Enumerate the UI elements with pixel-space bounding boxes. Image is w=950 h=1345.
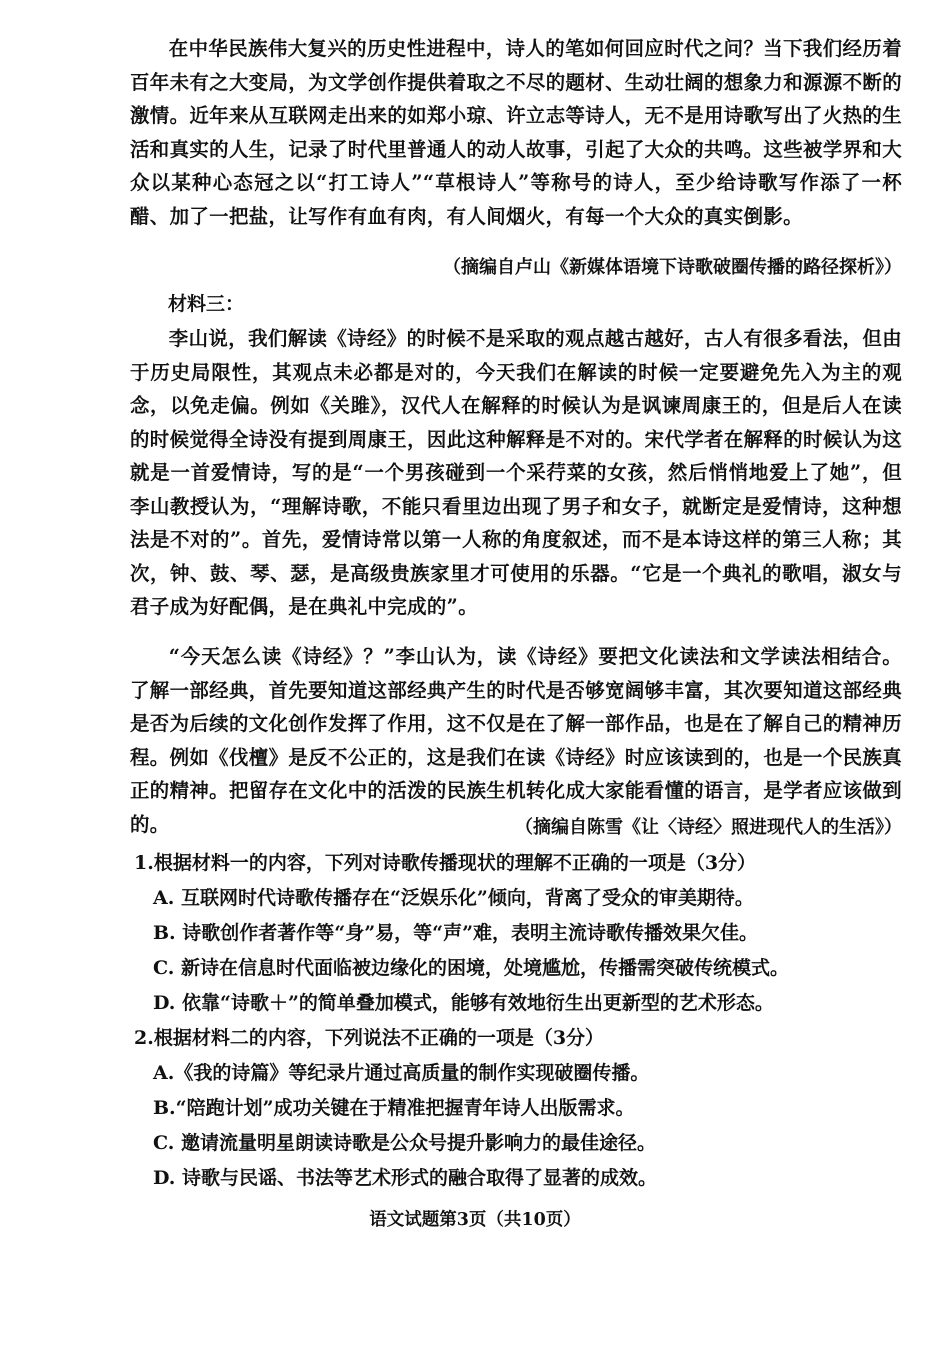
question-2-option-d: D. 诗歌与民谣、书法等艺术形式的融合取得了显著的成效。: [153, 1167, 658, 1189]
material3-source: （摘编自陈雪《让〈诗经〉照进现代人的生活》）: [515, 817, 902, 838]
material2-paragraph: 在中华民族伟大复兴的历史性进程中，诗人的笔如何回应时代之问？当下我们经历着百年未有之大变局，为文学创作提供着取之不尽的题材、生动壮阔的想象力和源源不断的激情。近年来从互联网走出来的如郑小琼、许立志等诗人，无不是用诗歌写出了火热的生活和真实的人生，记录了时代里普通人的动人故事，引起了大众的共鸣。这些被学界和大众以某种心态冠之以“打工诗人”“草根诗人”等称号的诗人，至少给诗歌写作添了一杯醋、加了一把盐，让写作有血有肉，有人间烟火，有每一个大众的真实倒影。: [130, 37, 902, 228]
question-2-option-c: C. 邀请流量明星朗读诗歌是公众号提升影响力的最佳途径。: [153, 1132, 657, 1154]
material3-paragraph-1: 李山说，我们解读《诗经》的时候不是采取的观点越古越好，古人有很多看法，但由于历史局限性，其观点未必都是对的，今天我们在解读的时候一定要避免先入为主的观念，以免走偏。例如《关雎》，汉代人在解释的时候认为是讽谏周康王的，但是后人在读的时候觉得全诗没有提到周康王，因此这种解释是不对的。宋代学者在解释的时候认为这就是一首爱情诗，写的是“一个男孩碰到一个采荇菜的女孩，然后悄悄地爱上了她”，但李山教授认为，“理解诗歌，不能只看里边出现了男子和女子，就断定是爱情诗，这种想法是不对的”。首先，爱情诗常以第一人称的角度叙述，而不是本诗这样的第三人称；其次，钟、鼓、琴、瑟，是高级贵族家里才可使用的乐器。“它是一个典礼的歌唱，淑女与君子成为好配偶，是在典礼中完成的”。: [130, 327, 902, 618]
question-2-option-b: B.“陪跑计划”成功关键在于精准把握青年诗人出版需求。: [153, 1097, 635, 1119]
question-2-stem: 2.根据材料二的内容，下列说法不正确的一项是（3分）: [134, 1027, 605, 1049]
question-2-option-a: A.《我的诗篇》等纪录片通过高质量的制作实现破圈传播。: [153, 1062, 650, 1084]
page-footer: 语文试题第3页（共10页）: [369, 1210, 581, 1230]
question-1-option-d: D. 依靠“诗歌＋”的简单叠加模式，能够有效地衍生出更新型的艺术形态。: [153, 992, 774, 1014]
question-1-option-a: A. 互联网时代诗歌传播存在“泛娱乐化”倾向，背离了受众的审美期待。: [153, 887, 754, 909]
question-1-option-c: C. 新诗在信息时代面临被边缘化的困境，处境尴尬，传播需突破传统模式。: [153, 957, 790, 979]
material2-source: （摘编自卢山《新媒体语境下诗歌破圈传播的路径探析》）: [443, 257, 902, 278]
question-1-stem: 1.根据材料一的内容，下列对诗歌传播现状的理解不正确的一项是（3分）: [134, 852, 757, 874]
question-1-option-b: B. 诗歌创作者著作等“身”易，等“声”难，表明主流诗歌传播效果欠佳。: [153, 922, 759, 944]
material3-heading: 材料三：: [168, 293, 245, 315]
material3-paragraph-2: “今天怎么读《诗经》？”李山认为，读《诗经》要把文化读法和文学读法相结合。了解一部经典，首先要知道这部经典产生的时代是否够宽阔够丰富，其次要知道这部经典是否为后续的文化创作发挥了作用，这不仅是在了解一部作品，也是在了解自己的精神历程。例如《伐檀》是反不公正的，这是我们在读《诗经》时应该读到的，也是一个民族真正的精神。把留存在文化中的活泼的民族生机转化成大家能看懂的语言，是学者应该做到的。: [130, 645, 902, 836]
